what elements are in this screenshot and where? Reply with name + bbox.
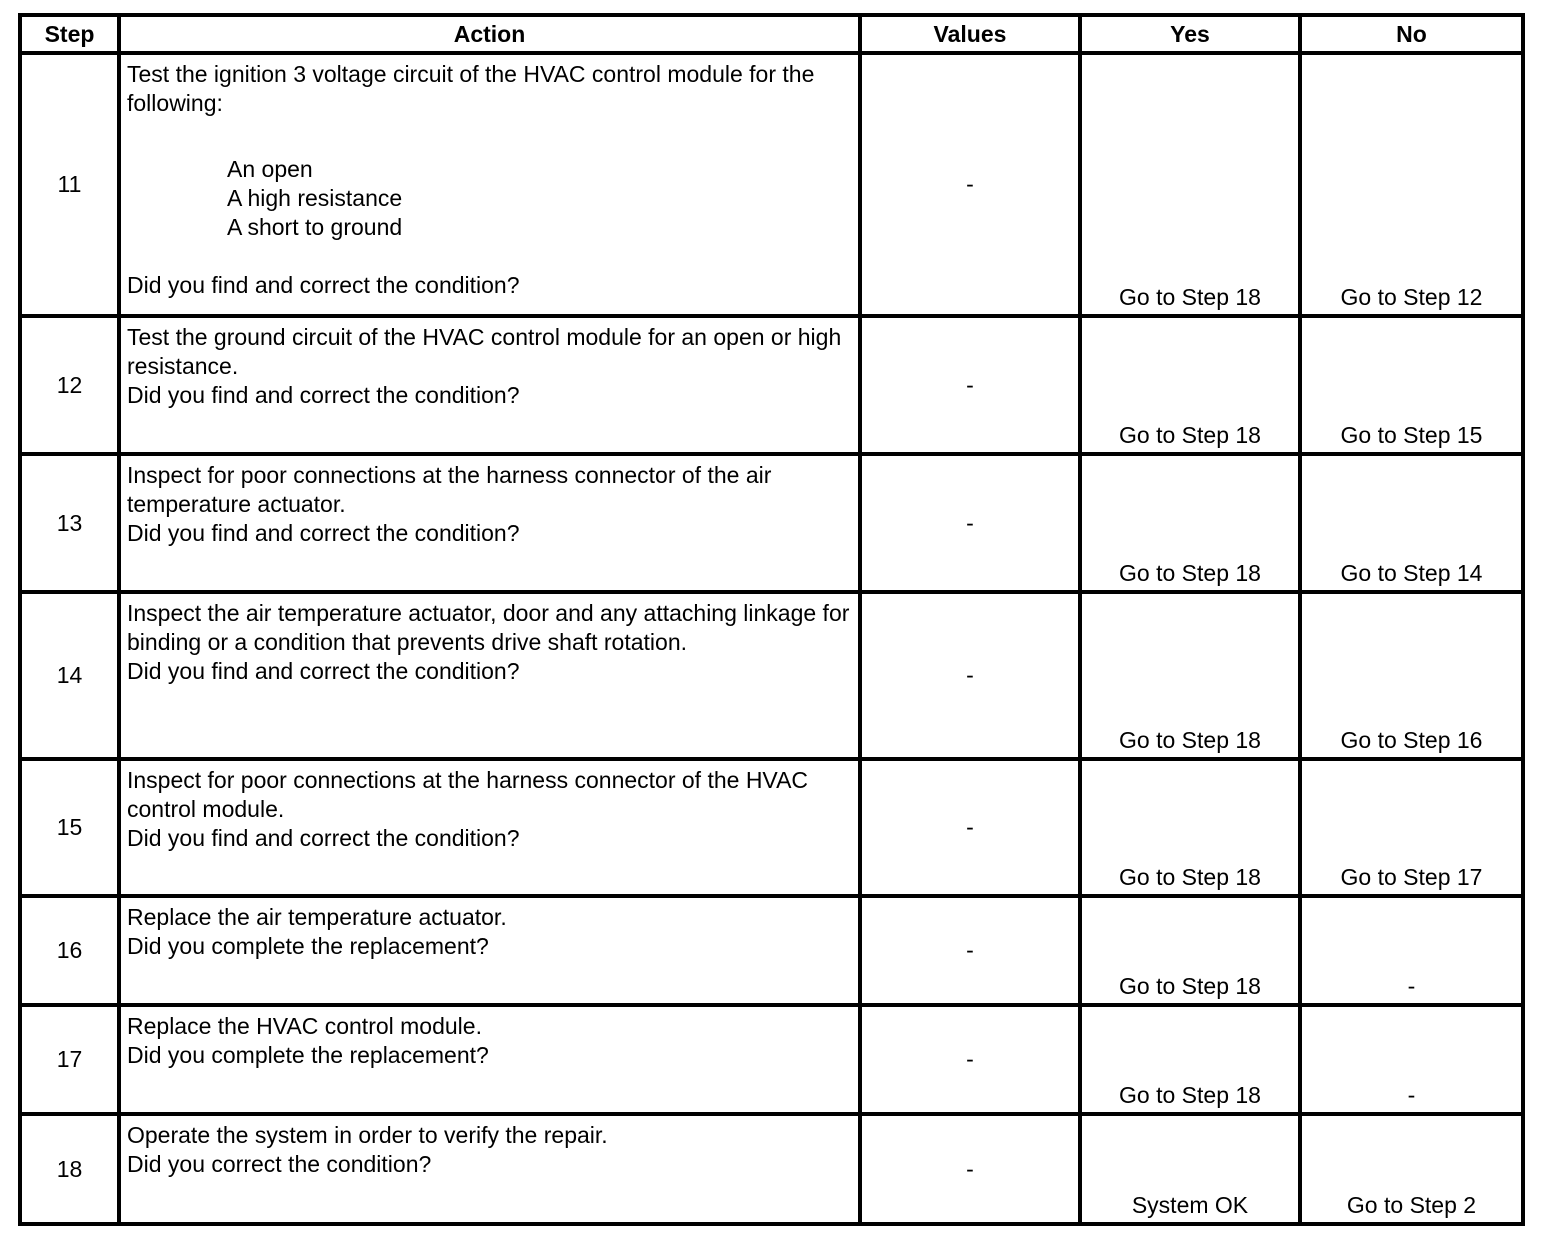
table-row xyxy=(20,759,1523,896)
no-cell xyxy=(1300,759,1523,896)
table-row xyxy=(20,316,1523,454)
yes-cell xyxy=(1080,896,1300,1005)
table-row xyxy=(20,592,1523,759)
no-cell xyxy=(1300,592,1523,759)
step-number: 16 xyxy=(20,896,119,1005)
action-cell xyxy=(119,1005,860,1114)
table-row xyxy=(20,1005,1523,1114)
no-cell xyxy=(1300,1114,1523,1224)
action-cell xyxy=(119,53,860,316)
yes-result: Go to Step 18 xyxy=(1119,864,1261,890)
diagnostic-table xyxy=(18,13,1525,1226)
step-number: 11 xyxy=(20,53,119,316)
header-action: Action xyxy=(119,15,860,53)
step-number: 17 xyxy=(20,1005,119,1114)
no-result: Go to Step 16 xyxy=(1340,727,1483,753)
no-cell xyxy=(1300,316,1523,454)
action-cell xyxy=(119,759,860,896)
action-text: Inspect for poor connections at the harness connector of the air temperature actuator. xyxy=(127,462,772,517)
yes-cell xyxy=(1080,53,1300,316)
action-text: Replace the HVAC control module. xyxy=(127,1013,482,1039)
action-question: Did you correct the condition? xyxy=(127,1151,432,1177)
yes-result: Go to Step 18 xyxy=(1119,973,1261,999)
no-cell xyxy=(1300,454,1523,592)
values-cell: - xyxy=(860,896,1080,1005)
table-row xyxy=(20,454,1523,592)
action-text: Test the ignition 3 voltage circuit of the HVAC control module for the following: xyxy=(127,61,815,116)
values-cell: - xyxy=(860,1005,1080,1114)
yes-cell xyxy=(1080,316,1300,454)
condition-list xyxy=(227,155,854,242)
values-cell: - xyxy=(860,454,1080,592)
action-text: Test the ground circuit of the HVAC control module for an open or high resistance. xyxy=(127,324,842,379)
action-text: Operate the system in order to verify the repair. xyxy=(127,1122,608,1148)
yes-result: Go to Step 18 xyxy=(1119,422,1261,448)
yes-result: System OK xyxy=(1131,1192,1249,1218)
action-cell xyxy=(119,592,860,759)
action-text: Inspect for poor connections at the harness connector of the HVAC control module. xyxy=(127,767,809,822)
no-result: Go to Step 14 xyxy=(1340,560,1483,586)
step-number: 15 xyxy=(20,759,119,896)
step-number: 18 xyxy=(20,1114,119,1224)
yes-cell xyxy=(1080,454,1300,592)
yes-cell xyxy=(1080,1005,1300,1114)
no-result: Go to Step 12 xyxy=(1340,284,1483,310)
values-cell: - xyxy=(860,1114,1080,1224)
no-cell xyxy=(1300,896,1523,1005)
no-result: - xyxy=(1407,1082,1416,1108)
action-question: Did you find and correct the condition? xyxy=(127,825,520,851)
no-result: Go to Step 15 xyxy=(1340,422,1483,448)
action-cell xyxy=(119,1114,860,1224)
step-number: 14 xyxy=(20,592,119,759)
header-no: No xyxy=(1300,15,1523,53)
header-row xyxy=(20,15,1523,53)
values-cell: - xyxy=(860,592,1080,759)
no-cell xyxy=(1300,1005,1523,1114)
action-cell xyxy=(119,896,860,1005)
action-question: Did you find and correct the condition? xyxy=(127,658,520,684)
yes-result: Go to Step 18 xyxy=(1119,727,1261,753)
values-cell: - xyxy=(860,53,1080,316)
list-item: A short to ground xyxy=(227,214,403,240)
yes-cell xyxy=(1080,1114,1300,1224)
list-item: An open xyxy=(227,156,313,182)
action-question: Did you find and correct the condition? xyxy=(127,272,520,298)
no-result: Go to Step 17 xyxy=(1340,864,1483,890)
action-cell xyxy=(119,316,860,454)
table-row xyxy=(20,1114,1523,1224)
header-values: Values xyxy=(860,15,1080,53)
action-cell xyxy=(119,454,860,592)
action-question: Did you complete the replacement? xyxy=(127,933,489,959)
no-result: Go to Step 2 xyxy=(1346,1192,1477,1218)
yes-result: Go to Step 18 xyxy=(1119,284,1261,310)
yes-cell xyxy=(1080,592,1300,759)
action-question: Did you find and correct the condition? xyxy=(127,520,520,546)
header-yes: Yes xyxy=(1080,15,1300,53)
table-row xyxy=(20,896,1523,1005)
table-row xyxy=(20,53,1523,316)
action-text: Inspect the air temperature actuator, door and any attaching linkage for binding or a condition that prevents drive shaft rotation. xyxy=(127,600,850,655)
action-text: Replace the air temperature actuator. xyxy=(127,904,507,930)
action-question: Did you complete the replacement? xyxy=(127,1042,489,1068)
yes-result: Go to Step 18 xyxy=(1119,1082,1261,1108)
step-number: 12 xyxy=(20,316,119,454)
header-step: Step xyxy=(20,15,119,53)
yes-result: Go to Step 18 xyxy=(1119,560,1261,586)
yes-cell xyxy=(1080,759,1300,896)
list-item: A high resistance xyxy=(227,185,403,211)
action-question: Did you find and correct the condition? xyxy=(127,382,520,408)
no-result: - xyxy=(1407,973,1416,999)
values-cell: - xyxy=(860,316,1080,454)
step-number: 13 xyxy=(20,454,119,592)
no-cell xyxy=(1300,53,1523,316)
values-cell: - xyxy=(860,759,1080,896)
